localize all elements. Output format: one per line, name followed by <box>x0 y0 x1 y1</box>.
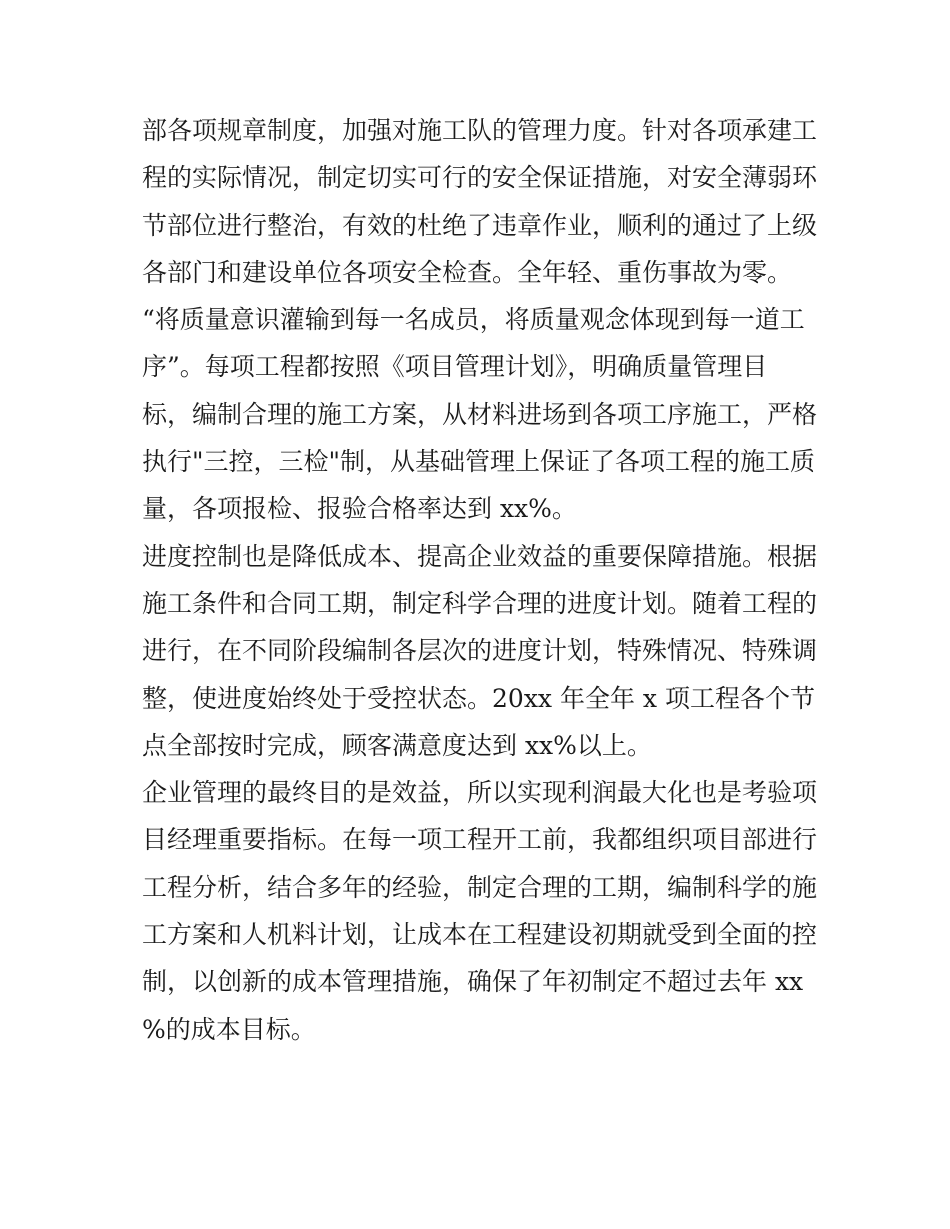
text-line: %的成本目标。 <box>142 1014 316 1044</box>
text-line: 执行"三控，三检"制，从基础管理上保证了各项工程的施工质 <box>142 447 816 477</box>
text-line: 部各项规章制度，加强对施工队的管理力度。针对各项承建工 <box>142 116 818 145</box>
text-line: 各部门和建设单位各项安全检查。全年轻、重伤事故为零。 <box>142 257 793 287</box>
text-line: 工程分析，结合多年的经验，制定合理的工期，编制科学的施 <box>142 872 818 902</box>
text-line: 企业管理的最终目的是效益，所以实现利润最大化也是考验项 <box>142 778 818 808</box>
text-line: 进行，在不同阶段编制各层次的进度计划，特殊情况、特殊调 <box>142 636 818 666</box>
text-line: 整，使进度始终处于受控状态。20xx 年全年 x 项工程各个节 <box>142 683 815 713</box>
text-line: 目经理重要指标。在每一项工程开工前，我都组织项目部进行 <box>142 825 818 855</box>
text-line: 制，以创新的成本管理措施，确保了年初制定不超过去年 xx <box>142 967 804 997</box>
text-line: 标，编制合理的施工方案，从材料进场到各项工序施工，严格 <box>142 399 818 429</box>
text-line: 点全部按时完成，顾客满意度达到 xx%以上。 <box>142 730 652 760</box>
text-line: 进度控制也是降低成本、提高企业效益的重要保障措施。根据 <box>142 541 818 571</box>
text-line: 量，各项报检、报验合格率达到 xx%。 <box>142 494 577 524</box>
text-line: 程的实际情况，制定切实可行的安全保证措施，对安全薄弱环 <box>142 163 818 193</box>
text-line: “将质量意识灌输到每一名成员，将质量观念体现到每一道工 <box>142 305 805 335</box>
text-line: 工方案和人机料计划，让成本在工程建设初期就受到全面的控 <box>142 920 818 950</box>
text-line: 序”。每项工程都按照《项目管理计划》，明确质量管理目 <box>142 352 768 382</box>
text-line: 施工条件和合同工期，制定科学合理的进度计划。随着工程的 <box>142 588 818 618</box>
document-body <box>142 107 822 1053</box>
text-line: 节部位进行整治，有效的杜绝了违章作业，顺利的通过了上级 <box>142 210 818 240</box>
